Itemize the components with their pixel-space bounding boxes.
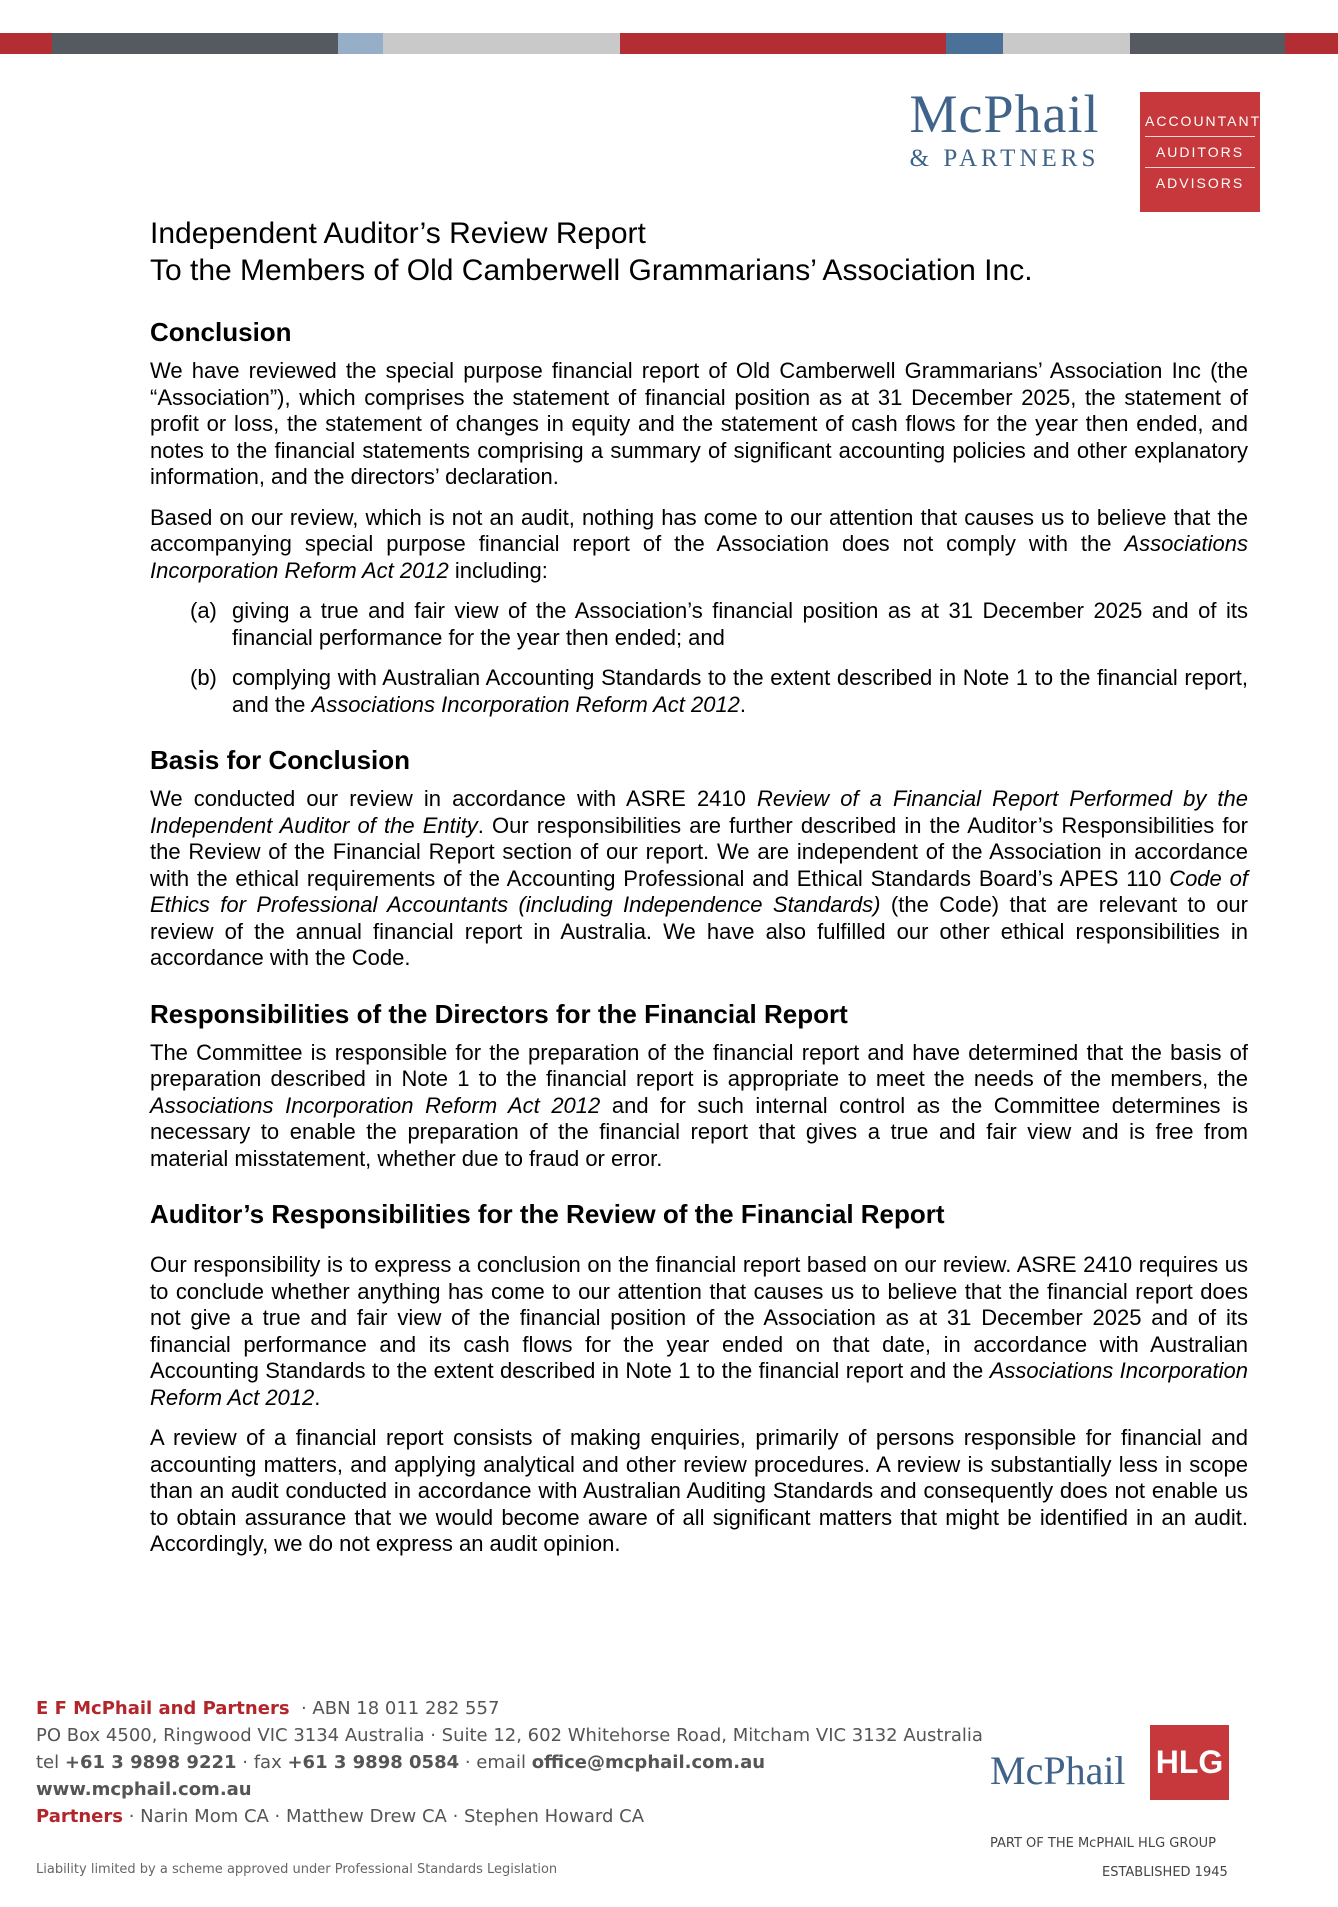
services-badge: [1140, 92, 1273, 212]
bar-segment: [52, 33, 338, 54]
group-logo-badge: HLG: [1150, 1725, 1229, 1800]
report-title-line: Independent Auditor’s Review Report: [150, 217, 646, 250]
report-body: [150, 215, 1248, 1558]
footer-website-line: [36, 1776, 996, 1803]
top-color-bar: [0, 33, 1338, 54]
text-run: (the Code) that are relevant to our review of the annual financial report in Australia. We have also fulfilled our other ethical responsibilities in accordance with the Code.: [150, 892, 1248, 970]
list-item: [150, 665, 1248, 718]
list-item-label: (b): [190, 665, 217, 690]
bar-segment: [1003, 33, 1130, 54]
fax-number: +61 3 9898 0584: [287, 1752, 460, 1773]
text-run: and for such internal control as the Committee determines is necessary to enable the preparation of the financial report that gives a true and fair view and is free from material misstatement, whether due to fraud or error.: [150, 1092, 1248, 1171]
text-run: including:: [448, 557, 548, 583]
established-year: ESTABLISHED 1945: [1102, 1865, 1228, 1880]
standard-name: Review of a Financial Report Performed by the Independent Auditor of the Entity: [150, 786, 1248, 838]
list-item-label: (a): [190, 598, 217, 623]
text-run: .: [739, 691, 747, 717]
text-run: .: [314, 1384, 321, 1410]
basis-heading: Basis for Conclusion: [150, 745, 411, 775]
fax-label: · fax: [242, 1752, 282, 1773]
directors-heading: Responsibilities of the Directors for the Financial Report: [150, 998, 848, 1029]
logo-subtitle: & PARTNERS: [909, 145, 1100, 172]
auditor-paragraph-2: A review of a financial report consists of making enquiries, primarily of persons responsible for financial and accounting matters, and applying analytical and other review procedures. A review is substantially less in scope than an audit conducted in accordance with Australian Auditing Standards and consequently does not enable us to obtain assurance that we would become aware of all significant matters that might be identified in an audit. Accordingly, we do not express an audit opinion.: [150, 1425, 1248, 1556]
footer-address: PO Box 4500, Ringwood VIC 3134 Australia · Suite 12, 602 Whitehorse Road, Mitcham VIC 3132 Australia: [36, 1725, 983, 1746]
services-badge-line: AUDITORS: [1145, 136, 1255, 167]
text-run: complying with Australian Accounting Standards to the extent described in Note 1 to the financial report, and the: [232, 665, 1248, 717]
services-badge-line: ADVISORS: [1145, 167, 1255, 198]
group-logo: [990, 1725, 1230, 1800]
services-badge-line: ACCOUNTANTS: [1145, 113, 1273, 129]
report-title: [150, 215, 1248, 289]
group-membership: PART OF THE McPHAIL HLG GROUP: [990, 1836, 1216, 1851]
partners-list: · Narin Mom CA · Matthew Drew CA · Stephen Howard CA: [128, 1806, 645, 1827]
act-name: Associations Incorporation Reform Act 2012: [150, 1092, 601, 1118]
text-run: We conducted our review in accordance with ASRE 2410: [150, 786, 757, 811]
list-item-text: giving a true and fair view of the Association’s financial position as at 31 December 2025 and of its financial performance for the year then ended; and: [232, 598, 1248, 650]
website-link[interactable]: www.mcphail.com.au: [36, 1779, 252, 1800]
list-item: [150, 598, 1248, 651]
tel-label: tel: [36, 1752, 60, 1773]
firm-name: E F McPhail and Partners: [36, 1698, 290, 1719]
report-subtitle-line: To the Members of Old Camberwell Grammarians’ Association Inc.: [150, 254, 1033, 287]
bar-segment: [1130, 33, 1285, 54]
auditor-heading: Auditor’s Responsibilities for the Review of the Financial Report: [150, 1199, 945, 1229]
logo-name: McPhail: [909, 84, 1100, 144]
email-link[interactable]: office@mcphail.com.au: [531, 1752, 766, 1773]
directors-paragraph: [150, 1040, 1248, 1173]
partners-label: Partners: [36, 1806, 123, 1827]
bar-segment: [338, 33, 383, 54]
phone-number[interactable]: +61 3 9898 9221: [64, 1752, 237, 1773]
footer-partners-line: [36, 1803, 996, 1830]
footer-contact: [36, 1695, 996, 1830]
conclusion-paragraph-2: [150, 505, 1248, 585]
conclusion-paragraph: We have reviewed the special purpose financial report of Old Camberwell Grammarians’ Association Inc (the “Association”), which comprises the statement of financial position as at 31 December 2025, the statement of profit or loss, the statement of changes in equity and the statement of cash flows for the year then ended, and notes to the financial statements comprising a summary of significant accounting policies and other explanatory information, and the directors’ declaration.: [150, 358, 1248, 489]
text-run: Our responsibility is to express a conclusion on the financial report based on our review. ASRE 2410 requires us to conclude whether anything has come to our attention that causes us to believe that the financial report does not give a true and fair view of the financial position of the Association as at 31 December 2025 and of its financial performance and its cash flows for the year ended on that date, in accordance with Australian Accounting Standards to the extent described in Note 1 to the financial report and the: [150, 1252, 1248, 1383]
act-name: Associations Incorporation Reform Act 2012: [311, 691, 740, 717]
auditor-paragraph: [150, 1252, 1248, 1411]
abn: · ABN 18 011 282 557: [300, 1698, 500, 1719]
code-name: Code of Ethics for Professional Accountants (including Independence Standards): [150, 865, 1248, 917]
list-item-text: [232, 665, 1248, 718]
text-run: Based on our review, which is not an audit, nothing has come to our attention that causes us to believe that the accompanying special purpose financial report of the Association does not comply with the: [150, 504, 1248, 556]
act-name: Associations Incorporation Reform Act 2012: [150, 531, 1248, 583]
email-label: · email: [464, 1752, 526, 1773]
conclusion-heading: Conclusion: [150, 317, 292, 347]
text-run: The Committee is responsible for the preparation of the financial report and have determined that the basis of preparation described in Note 1 to the financial report is appropriate to meet the needs of the members, the: [150, 1039, 1248, 1091]
bar-segment: [0, 33, 52, 54]
bar-segment: [946, 33, 1003, 54]
basis-paragraph: [150, 786, 1248, 972]
footer-firm-line: [36, 1695, 996, 1722]
company-logo: [897, 85, 1112, 173]
text-run: . Our responsibilities are further described in the Auditor’s Responsibilities for the Review of the Financial Report section of our report. We are independent of the Association in accordance with the ethical requirements of the Accounting Professional and Ethical Standards Board’s APES 110: [150, 812, 1249, 891]
footer-contact-line: [36, 1749, 996, 1776]
bar-segment: [1285, 33, 1338, 54]
bar-segment: [620, 33, 946, 54]
bar-segment: [383, 33, 620, 54]
liability-notice: Liability limited by a scheme approved under Professional Standards Legislation: [36, 1862, 558, 1877]
act-name: Associations Incorporation Reform Act 2012: [150, 1358, 1249, 1410]
group-logo-name: McPhail: [990, 1748, 1126, 1793]
